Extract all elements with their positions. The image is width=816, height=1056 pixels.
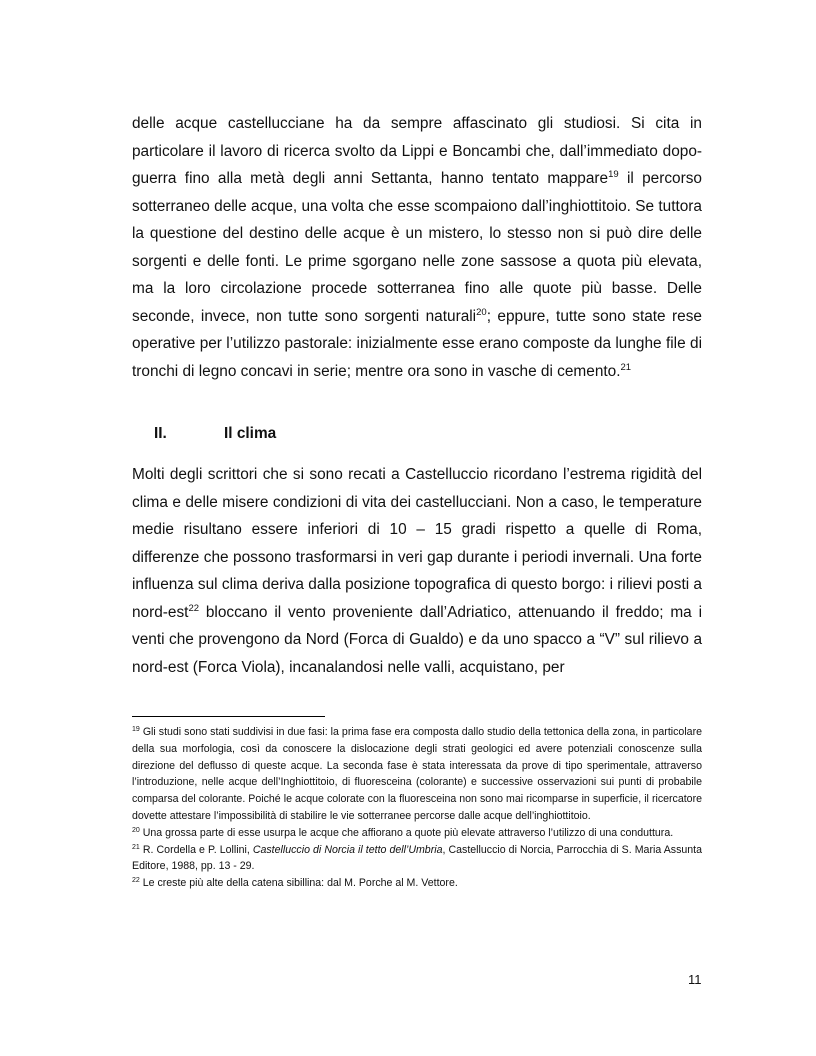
footnote-text: , Castelluccio di Norcia, Parrocchia di S. Maria Assunta Editore, 1988, pp. 13 - 29. (132, 843, 702, 873)
footnote-19 (132, 724, 702, 825)
paragraph-text: bloccano il vento proveniente dall’Adriatico, attenuando il freddo; ma i venti che provengono da Nord (Forca di Gualdo) e da uno spacco a “V” sul rilievo a nord-est (Forca Viola), incanalandosi nelle valli, acquistano, per (132, 603, 702, 676)
body-paragraph-2 (132, 461, 702, 681)
section-heading (132, 425, 276, 443)
footnote-book-title: Castelluccio di Norcia il tetto dell’Umbria (252, 843, 443, 856)
section-title: Il clima (224, 425, 277, 442)
footnote-number: 19 (132, 726, 140, 733)
body-paragraph-1 (132, 110, 702, 385)
footnote-number: 20 (132, 826, 140, 834)
footnote-number: 21 (132, 843, 140, 851)
footnote-ref-21[interactable]: 21 (620, 361, 632, 373)
paragraph-text: Molti degli scrittori che si sono recati a Castelluccio ricordano l’estrema rigidità del clima e delle misere condizioni di vita dei castellucciani. Non a caso, le temperature medie risultano essere inferiori di 10 – 15 gradi rispetto a quelle di Roma, differenze che possono trasformarsi in veri gap durante i periodi invernali. Una forte influenza sul clima deriva dalla posizione topografica di questo borgo: i rilievi posti a nord-est (132, 466, 702, 621)
footnote-separator (132, 716, 325, 717)
footnote-ref-19[interactable]: 19 (608, 169, 619, 180)
footnote-number: 22 (132, 877, 140, 885)
footnote-22 (132, 875, 702, 892)
footnotes (132, 724, 702, 892)
footnote-21 (132, 842, 702, 876)
footnote-ref-22[interactable]: 22 (188, 602, 200, 614)
footnote-text: R. Cordella e P. Lollini, (139, 843, 253, 856)
footnote-20 (132, 825, 702, 842)
footnote-text: Le creste più alte della catena sibillina: dal M. Porche al M. Vettore. (139, 877, 458, 890)
paragraph-text: delle acque castellucciane ha da sempre affascinato gli studiosi. Si cita in particolare il lavoro di ricerca svolto da Lippi e Boncambi che, dall’immediato dopo-guerra fino alla metà degli anni Settanta, hanno tentato mappare (132, 115, 702, 187)
paragraph-text: il percorso sotterraneo delle acque, una volta che esse scompaiono dall’inghiottitoio. Se tuttora la questione del destino delle acque è un mistero, lo stesso non si può dire delle sorgenti e delle fonti. Le prime sgorgano nelle zone sassose a quota più elevata, ma la loro circolazione procede sotterranea fino alle quote più basse. Delle seconde, invece, non tutte sono sorgenti naturali (132, 170, 702, 325)
footnote-text: Gli studi sono stati suddivisi in due fasi: la prima fase era composta dallo studio della tettonica della zona, in particolare della sua morfologia, così da conoscere la dislocazione degli strati geologici ed avere potenziali conoscenze sulla direzione del deflusso di queste acque. La seconda fase è stata interessata da prove di tipo sperimentale, attraverso l’introduzione, nelle acque dell’Inghiottitoio, di fluoresceina (colorante) e successive osservazioni sui punti di probabile comparsa del colorante. Poiché le acque colorate con la fluoresceina non sono mai ricomparse in superficie, il ricercatore dovette attestare l’impossibilità di stabilire le vie sotterranee percorse dalle acque dell’inghiottitoio. (132, 726, 702, 822)
section-number: II. (154, 425, 167, 442)
paragraph-text: ; eppure, tutte sono state rese operative per l’utilizzo pastorale: inizialmente esse erano composte da lunghe file di tronchi di legno concavi in serie; mentre ora sono in vasche di cemento. (132, 307, 702, 380)
footnote-text: Una grossa parte di esse usurpa le acque che affiorano a quote più elevate attraverso l’utilizzo di una conduttura. (139, 826, 674, 839)
page-number: 11 (688, 972, 702, 987)
footnote-ref-20[interactable]: 20 (476, 306, 487, 318)
